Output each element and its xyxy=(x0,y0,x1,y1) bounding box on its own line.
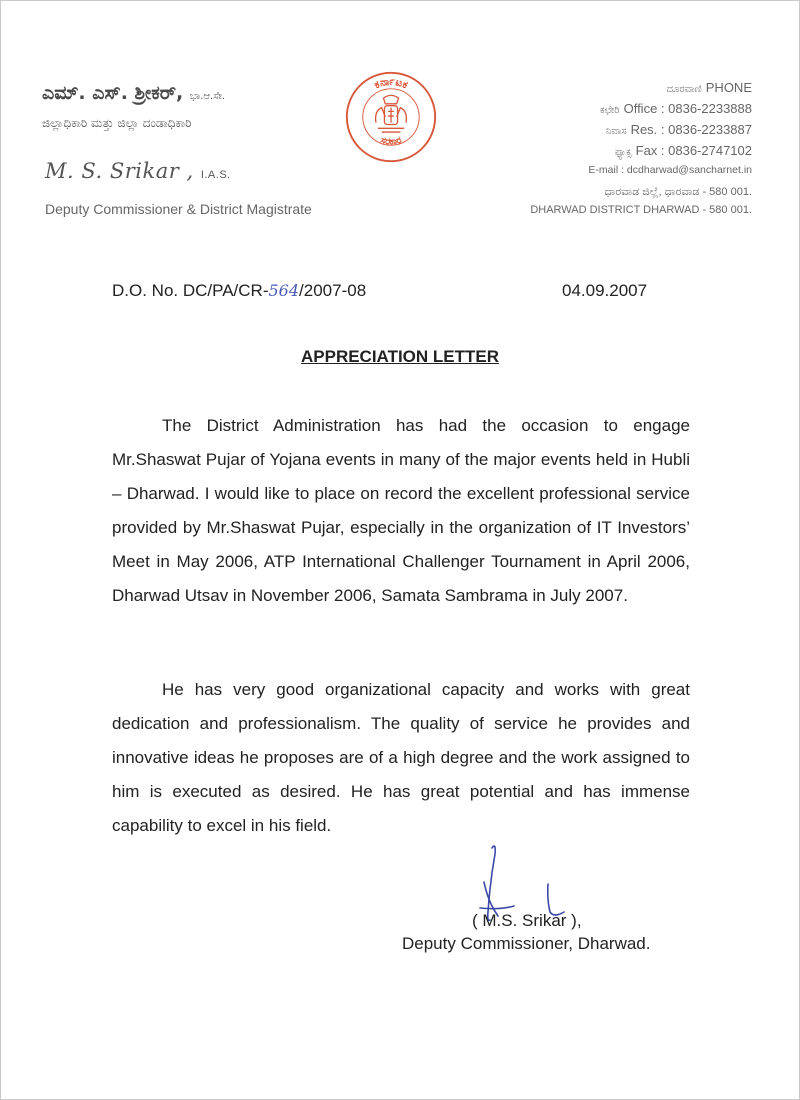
paragraph-text: He has very good organizational capacity and works with great dedication and professionalism. The quality of service he provides and innovative ideas he proposes are of a high degree and the work assigned to him is executed as desired. He has great potential and has immense capability to excel in his field. xyxy=(112,680,690,835)
officer-name-text: M. S. Srikar xyxy=(45,159,180,183)
reference-prefix: D.O. No. DC/PA/CR- xyxy=(112,281,269,300)
letter-date: 04.09.2007 xyxy=(562,281,648,300)
contact-block xyxy=(482,78,752,218)
reference-suffix: /2007-08 xyxy=(299,281,367,300)
signatory-title: Deputy Commissioner, Dharwad. xyxy=(402,934,651,953)
residence-phone xyxy=(482,120,752,141)
officer-suffix: I.A.S. xyxy=(200,169,231,181)
fax-label-kn: ಫ್ಯಾಕ್ಸ xyxy=(614,147,632,158)
email-address: E-mail : dcdharwad@sancharnet.in xyxy=(588,164,752,176)
fax-value: Fax : 0836-2747102 xyxy=(635,143,752,158)
office-phone xyxy=(482,99,752,120)
reference-handwritten: 564 xyxy=(268,281,300,300)
kannada-suffix: ಭಾ.ಆ.ಸೇ. xyxy=(189,91,225,102)
res-number: Res. : 0836-2233887 xyxy=(630,122,752,137)
officer-designation: Deputy Commissioner & District Magistrate xyxy=(45,201,312,217)
kannada-designation: ಜಿಲ್ಲಾಧಿಕಾರಿ ಮತ್ತು ಜಿಲ್ಲಾ ದಂಡಾಧಿಕಾರಿ xyxy=(42,116,192,130)
signatory-name: ( M.S. Srikar ), xyxy=(472,911,582,930)
reference-number xyxy=(112,281,366,301)
officer-name: M. S. Srikar , I.A.S. xyxy=(45,159,231,183)
emblem-top-text: ಕರ್ನಾಟಕ xyxy=(372,75,410,92)
res-label-kn: ನಿವಾಸ xyxy=(605,126,627,137)
body-paragraph-1 xyxy=(112,409,690,613)
address-english: DHARWAD DISTRICT DHARWAD - 580 001. xyxy=(530,204,752,216)
body-paragraph-2 xyxy=(112,673,690,843)
phone-label: PHONE xyxy=(705,80,752,95)
letter-heading: APPRECIATION LETTER xyxy=(300,347,500,366)
svg-text:ಸರಕಾರ xyxy=(379,135,403,148)
paragraph-text: The District Administration has had the occasion to engage Mr.Shaswat Pujar of Yojana events in many of the major events held in Hubli – Dharwad. I would like to place on record the excellent professional service provided by Mr.Shaswat Pujar, especially in the organization of IT Investors’ Meet in May 2006, ATP International Challenger Tournament in April 2006, Dharwad Utsav in November 2006, Samata Sambrama in July 2007. xyxy=(112,416,690,605)
phone-heading xyxy=(482,78,752,99)
address-kannada: ಧಾರವಾಡ ಜಿಲ್ಲೆ, ಧಾರವಾಡ - 580 001. xyxy=(604,186,752,198)
office-number: Office : 0836-2233888 xyxy=(623,101,752,116)
karnataka-emblem-icon xyxy=(344,70,438,164)
emblem-bottom-text: ಸರಕಾರ xyxy=(379,134,403,148)
phone-label-kn: ದೂರವಾಣಿ xyxy=(666,84,702,95)
office-label-kn: ಕಛೇರಿ xyxy=(599,105,620,116)
fax-number xyxy=(482,141,752,162)
kannada-name: ಎಮ್. ಎಸ್. ಶ್ರೀಕರ್, ಭಾ.ಆ.ಸೇ. xyxy=(42,82,225,104)
